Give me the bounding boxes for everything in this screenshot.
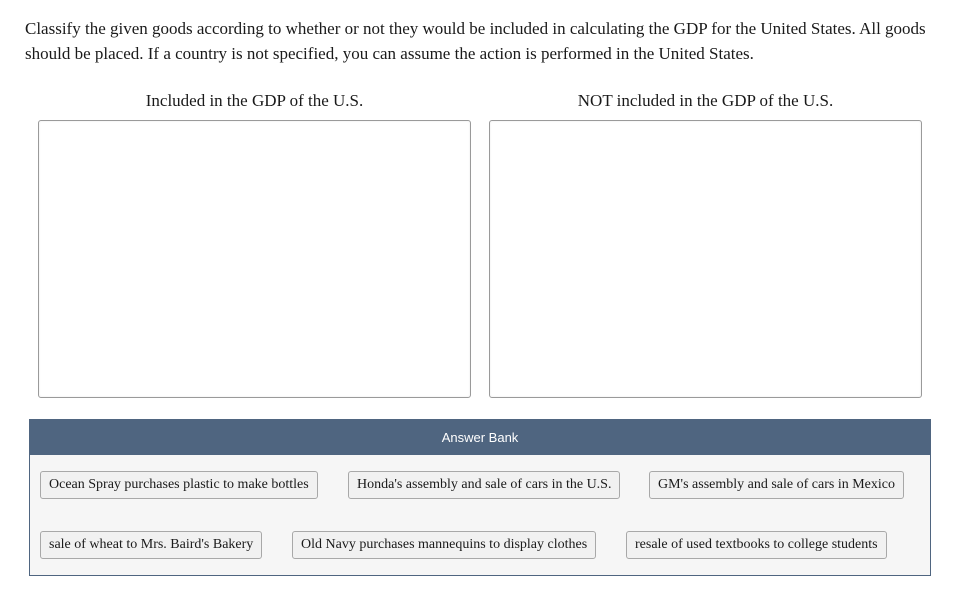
- instructions-text: Classify the given goods according to whether or not they would be included in calculating the GDP for the United States. All goods should be placed. If a country is not specified, you can assume the action is performed in the United States.: [25, 19, 926, 63]
- answer-chip-ocean-spray[interactable]: Ocean Spray purchases plastic to make bottles: [40, 471, 318, 499]
- included-bin-title: Included in the GDP of the U.S.: [145, 91, 364, 110]
- included-drop-zone[interactable]: [38, 120, 471, 398]
- answer-chip-used-textbooks[interactable]: resale of used textbooks to college students: [626, 531, 887, 559]
- not-included-drop-zone[interactable]: [489, 120, 922, 398]
- answer-bank-header: Answer Bank: [30, 420, 930, 455]
- not-included-bin-title: NOT included in the GDP of the U.S.: [577, 91, 834, 110]
- answer-chip-honda[interactable]: Honda's assembly and sale of cars in the U.S.: [348, 471, 620, 499]
- answer-chip-gm-mexico[interactable]: GM's assembly and sale of cars in Mexico: [649, 471, 904, 499]
- answer-chip-old-navy[interactable]: Old Navy purchases mannequins to display clothes: [292, 531, 596, 559]
- answer-bank[interactable]: [29, 419, 931, 576]
- answer-chip-wheat[interactable]: sale of wheat to Mrs. Baird's Bakery: [40, 531, 262, 559]
